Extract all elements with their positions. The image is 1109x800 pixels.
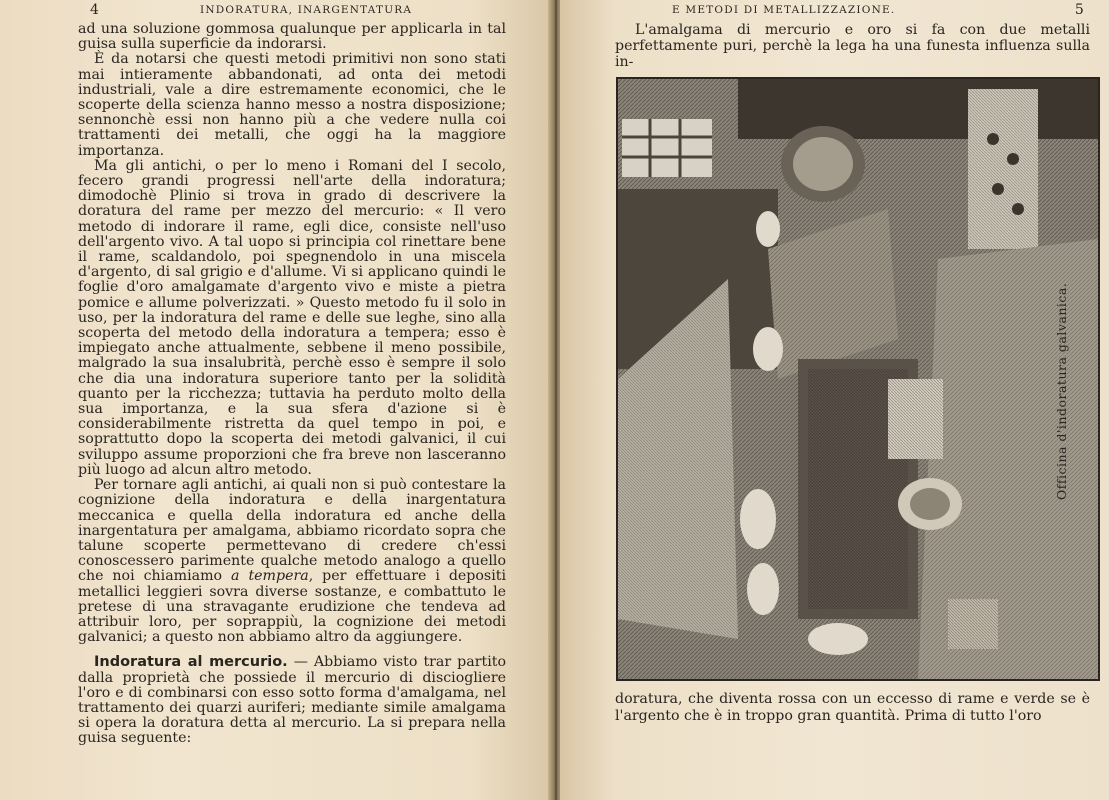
paragraph: È da notarsi che questi metodi primitivi non sono stati mai intieramente abbandonati, ad onta dei metodi industriali, vale a dire estremamente economici, che le scoperte della scienza hanno messo a nostra disposizione; sennonchè essi non hanno più a che vedere nulla coi trattamenti dei metalli, che oggi ha la maggiore importanza. (78, 51, 506, 159)
workshop-engraving (618, 79, 1098, 679)
paragraph: Ma gli antichi, o per lo meno i Romani del I secolo, fecero grandi progressi nell'arte della indoratura; dimodochè Plinio si trova in grado di descrivere la doratura del rame per mezzo del mercurio: « Il vero metodo di indorare il rame, egli dice, consiste nell'uso dell'argento vivo. A tal uopo si principia col rinettare bene il rame, scaldandolo, poi spegnendolo in una miscela d'argento, di sal grigio e d'allume. Vi si applicano quindi le foglie d'oro amalgamate d'argento vivo e miste a pietra pomice e allume polverizzati. » Questo metodo fu il solo in uso, per la indoratura del rame e delle sue leghe, sino alla scoperta del metodo della indoratura a tempera; esso è impiegato anche attualmente, sebbene il meno possibile, malgrado la sua insalubrità, perchè esso è sempre il solo che dia una indoratura superiore tanto per la solidità quanto per la ricchezza; tuttavia ha perduto molto della sua importanza, e la sua sfera d'azione si è considerabilmente ristretta da quel tempo in poi, e soprattutto dopo la scoperta dei metodi galvanici, il cui sviluppo assume proporzioni che fra breve non lasceranno più luogo ad alcun altro metodo. (78, 157, 506, 478)
italic-term: a tempera (231, 568, 309, 585)
paragraph: L'amalgama di mercurio e oro si fa con due metalli perfettamente puri, perchè la lega ha una funesta influenza sulla in- (615, 22, 1090, 70)
section-paragraph (78, 655, 506, 746)
paragraph-text: Per tornare agli antichi, ai quali non si può contestare la cognizione della indoratura e della inargentatura meccanica e quella della indoratura ed anche della inargentatura per amalgama, abbiamo ricordato sopra che talune scoperte permettevano di credere ch'essi conoscessero parimente qualche metodo analogo a quello che noi chiamiamo (78, 477, 506, 585)
right-page (560, 0, 1109, 800)
right-top-text (615, 22, 1090, 70)
engraving-illustration (616, 77, 1100, 681)
left-running-title: INDORATURA, INARGENTATURA (200, 4, 413, 16)
section-heading: Indoratura al mercurio. (94, 654, 288, 671)
paragraph: doratura, che diventa rossa con un eccesso di rame e verde se è l'argento che è in troppo gran quantità. Prima di tutto l'oro (615, 691, 1090, 724)
paragraph: ad una soluzione gommosa qualunque per applicarla in tal guisa sulla superficie da indorarsi. (78, 21, 506, 53)
left-page (0, 0, 554, 800)
left-body-text (78, 22, 506, 747)
left-running-head (90, 2, 530, 18)
right-bottom-text (615, 691, 1090, 725)
right-page-number: 5 (1074, 2, 1085, 18)
section-text: — Abbiamo visto trar partito dalla proprietà che possiede il mercurio di disciogliere l'oro e di combinarsi con esso sotto forma d'amalgama, nel trattamento dei quarzi auriferi; mediante simile amalgama si opera la doratura detta al mercurio. La si prepara nella guisa seguente: (78, 654, 506, 747)
left-page-number: 4 (90, 2, 101, 18)
paragraph (78, 478, 506, 645)
figure-caption-text: Officina d'indoratura galvanica. (1054, 282, 1069, 500)
right-running-title: E METODI DI METALLIZZAZIONE. (672, 4, 896, 16)
paragraph-text: , per effettuare i depositi metallici leggieri sovra diverse sostanze, e combattuto le pretese di una stravagante erudizione che tendeva ad attribuir loro, per soprappiù, la cognizione dei metodi galvanici; a questo non abbiamo altro da aggiungere. (78, 568, 506, 646)
figure-caption (1050, 282, 1070, 500)
right-running-head (620, 2, 1085, 18)
